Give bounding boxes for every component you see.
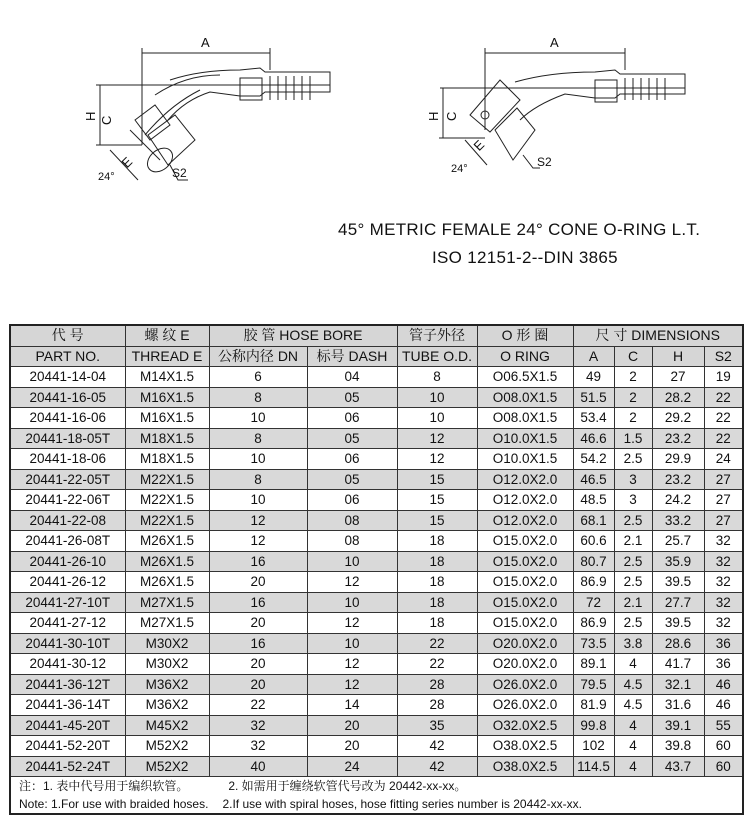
cell-dash: 08 bbox=[307, 531, 397, 552]
cell-dim-h: 27 bbox=[652, 367, 704, 388]
note-row-english bbox=[10, 795, 743, 814]
cell-dim-c: 3.8 bbox=[614, 633, 652, 654]
cell-tube-od: 8 bbox=[397, 367, 477, 388]
cell-tube-od: 18 bbox=[397, 551, 477, 572]
cell-dim-c: 2.5 bbox=[614, 613, 652, 634]
cell-dash: 12 bbox=[307, 674, 397, 695]
cell-dim-a: 54.2 bbox=[573, 449, 614, 470]
cell-dim-h: 25.7 bbox=[652, 531, 704, 552]
cell-dim-a: 68.1 bbox=[573, 510, 614, 531]
cell-dim-h: 32.1 bbox=[652, 674, 704, 695]
cell-o-ring: O15.0X2.0 bbox=[477, 613, 573, 634]
header-dn: 公称内径 DN bbox=[209, 346, 307, 367]
cell-part-no: 20441-16-05 bbox=[10, 387, 125, 408]
cell-dim-c: 4 bbox=[614, 736, 652, 757]
cell-thread: M27X1.5 bbox=[125, 613, 209, 634]
cell-o-ring: O08.0X1.5 bbox=[477, 408, 573, 429]
cell-dim-s2: 27 bbox=[704, 510, 743, 531]
cell-dn: 20 bbox=[209, 572, 307, 593]
header-row-top bbox=[10, 325, 743, 346]
cell-tube-od: 15 bbox=[397, 469, 477, 490]
cell-thread: M30X2 bbox=[125, 633, 209, 654]
cell-thread: M30X2 bbox=[125, 654, 209, 675]
cell-dash: 14 bbox=[307, 695, 397, 716]
cell-dim-c: 4 bbox=[614, 654, 652, 675]
cell-dim-h: 41.7 bbox=[652, 654, 704, 675]
cell-tube-od: 22 bbox=[397, 633, 477, 654]
cell-dim-h: 33.2 bbox=[652, 510, 704, 531]
cell-dim-s2: 32 bbox=[704, 551, 743, 572]
cell-dash: 20 bbox=[307, 715, 397, 736]
cell-dash: 12 bbox=[307, 654, 397, 675]
cell-thread: M14X1.5 bbox=[125, 367, 209, 388]
cell-dim-s2: 32 bbox=[704, 613, 743, 634]
table-row bbox=[10, 613, 743, 634]
cell-dim-c: 2 bbox=[614, 367, 652, 388]
cell-dn: 8 bbox=[209, 469, 307, 490]
cell-thread: M52X2 bbox=[125, 756, 209, 777]
cell-dim-h: 29.2 bbox=[652, 408, 704, 429]
header-hose-bore: 胶 管 HOSE BORE bbox=[209, 325, 397, 346]
cell-dn: 16 bbox=[209, 592, 307, 613]
cell-dim-a: 73.5 bbox=[573, 633, 614, 654]
dimension-label-s2-right: S2 bbox=[537, 155, 552, 169]
cell-dim-h: 39.5 bbox=[652, 613, 704, 634]
table-row bbox=[10, 531, 743, 552]
cell-dim-h: 23.2 bbox=[652, 469, 704, 490]
cell-dash: 10 bbox=[307, 551, 397, 572]
dimension-label-a-right: A bbox=[550, 35, 559, 50]
cell-o-ring: O08.0X1.5 bbox=[477, 387, 573, 408]
cell-part-no: 20441-22-06T bbox=[10, 490, 125, 511]
cell-tube-od: 35 bbox=[397, 715, 477, 736]
cell-dim-h: 31.6 bbox=[652, 695, 704, 716]
cell-dim-s2: 27 bbox=[704, 490, 743, 511]
cell-thread: M22X1.5 bbox=[125, 469, 209, 490]
cell-dim-a: 46.5 bbox=[573, 469, 614, 490]
dimension-label-h: H bbox=[83, 111, 98, 121]
cell-dim-h: 39.1 bbox=[652, 715, 704, 736]
cell-dn: 10 bbox=[209, 408, 307, 429]
cell-o-ring: O26.0X2.0 bbox=[477, 695, 573, 716]
cell-dash: 05 bbox=[307, 428, 397, 449]
cell-dim-h: 23.2 bbox=[652, 428, 704, 449]
product-title: 45° METRIC FEMALE 24° CONE O-RING L.T. bbox=[338, 220, 701, 239]
cell-dn: 16 bbox=[209, 633, 307, 654]
cell-part-no: 20441-52-24T bbox=[10, 756, 125, 777]
cell-tube-od: 10 bbox=[397, 408, 477, 429]
cell-tube-od: 15 bbox=[397, 490, 477, 511]
table-row bbox=[10, 449, 743, 470]
cell-thread: M18X1.5 bbox=[125, 428, 209, 449]
cell-tube-od: 18 bbox=[397, 592, 477, 613]
cell-dim-a: 114.5 bbox=[573, 756, 614, 777]
cell-dim-c: 4.5 bbox=[614, 695, 652, 716]
cell-o-ring: O26.0X2.0 bbox=[477, 674, 573, 695]
cell-dn: 12 bbox=[209, 531, 307, 552]
cell-dim-s2: 22 bbox=[704, 387, 743, 408]
cell-o-ring: O10.0X1.5 bbox=[477, 428, 573, 449]
table-row bbox=[10, 469, 743, 490]
header-c: C bbox=[614, 346, 652, 367]
cell-dim-a: 48.5 bbox=[573, 490, 614, 511]
cell-part-no: 20441-36-14T bbox=[10, 695, 125, 716]
cell-tube-od: 28 bbox=[397, 674, 477, 695]
cell-dim-c: 2.5 bbox=[614, 551, 652, 572]
cell-tube-od: 12 bbox=[397, 449, 477, 470]
header-dimensions: 尺 寸 DIMENSIONS bbox=[573, 325, 743, 346]
dimension-label-s2: S2 bbox=[172, 166, 187, 180]
cell-dash: 05 bbox=[307, 387, 397, 408]
cell-dim-h: 39.5 bbox=[652, 572, 704, 593]
cell-o-ring: O32.0X2.5 bbox=[477, 715, 573, 736]
cell-part-no: 20441-22-08 bbox=[10, 510, 125, 531]
cell-thread: M22X1.5 bbox=[125, 510, 209, 531]
cell-thread: M27X1.5 bbox=[125, 592, 209, 613]
cell-dim-a: 102 bbox=[573, 736, 614, 757]
cell-tube-od: 18 bbox=[397, 572, 477, 593]
table-row bbox=[10, 572, 743, 593]
table-row bbox=[10, 387, 743, 408]
cell-tube-od: 18 bbox=[397, 613, 477, 634]
cell-dim-s2: 24 bbox=[704, 449, 743, 470]
cell-tube-od: 22 bbox=[397, 654, 477, 675]
cell-o-ring: O38.0X2.5 bbox=[477, 756, 573, 777]
cell-part-no: 20441-18-06 bbox=[10, 449, 125, 470]
cell-dash: 06 bbox=[307, 408, 397, 429]
cell-dim-h: 35.9 bbox=[652, 551, 704, 572]
table-row bbox=[10, 551, 743, 572]
dimension-label-c: C bbox=[99, 115, 114, 125]
cell-dn: 32 bbox=[209, 736, 307, 757]
cell-dim-a: 81.9 bbox=[573, 695, 614, 716]
cell-dash: 12 bbox=[307, 572, 397, 593]
cell-thread: M26X1.5 bbox=[125, 531, 209, 552]
cell-dim-a: 80.7 bbox=[573, 551, 614, 572]
cell-o-ring: O38.0X2.5 bbox=[477, 736, 573, 757]
cell-dash: 10 bbox=[307, 592, 397, 613]
cell-dim-s2: 22 bbox=[704, 408, 743, 429]
cell-part-no: 20441-45-20T bbox=[10, 715, 125, 736]
cell-dim-s2: 60 bbox=[704, 756, 743, 777]
cell-dn: 20 bbox=[209, 674, 307, 695]
angle-label-right: 24° bbox=[451, 163, 468, 175]
cell-dash: 24 bbox=[307, 756, 397, 777]
cell-dim-h: 27.7 bbox=[652, 592, 704, 613]
table-row bbox=[10, 756, 743, 777]
note-en-2: 2.If use with spiral hoses, hose fitting series number is 20442-xx-xx. bbox=[222, 797, 582, 811]
header-dash: 标号 DASH bbox=[307, 346, 397, 367]
cell-dash: 06 bbox=[307, 490, 397, 511]
cell-dash: 06 bbox=[307, 449, 397, 470]
cell-dim-c: 2.1 bbox=[614, 531, 652, 552]
header-tube: TUBE O.D. bbox=[397, 346, 477, 367]
cell-dn: 32 bbox=[209, 715, 307, 736]
cell-o-ring: O12.0X2.0 bbox=[477, 510, 573, 531]
table-row bbox=[10, 510, 743, 531]
cell-dim-h: 29.9 bbox=[652, 449, 704, 470]
cell-dim-s2: 32 bbox=[704, 572, 743, 593]
cell-tube-od: 12 bbox=[397, 428, 477, 449]
cell-dim-s2: 46 bbox=[704, 695, 743, 716]
cell-o-ring: O15.0X2.0 bbox=[477, 551, 573, 572]
cell-dim-s2: 36 bbox=[704, 654, 743, 675]
cell-dash: 04 bbox=[307, 367, 397, 388]
cell-o-ring: O15.0X2.0 bbox=[477, 572, 573, 593]
note-row-chinese bbox=[10, 777, 743, 796]
cell-dim-a: 79.5 bbox=[573, 674, 614, 695]
cell-dash: 12 bbox=[307, 613, 397, 634]
cell-o-ring: O15.0X2.0 bbox=[477, 592, 573, 613]
cell-thread: M36X2 bbox=[125, 695, 209, 716]
standard-title: ISO 12151-2--DIN 3865 bbox=[432, 248, 618, 267]
cell-dim-s2: 22 bbox=[704, 428, 743, 449]
cell-part-no: 20441-22-05T bbox=[10, 469, 125, 490]
header-oring-cn: O 形 圈 bbox=[477, 325, 573, 346]
cell-thread: M22X1.5 bbox=[125, 490, 209, 511]
cell-dash: 08 bbox=[307, 510, 397, 531]
header-oring: O RING bbox=[477, 346, 573, 367]
cell-dim-c: 4 bbox=[614, 715, 652, 736]
angle-label: 24° bbox=[98, 171, 115, 183]
cell-dim-a: 51.5 bbox=[573, 387, 614, 408]
cell-dim-c: 4 bbox=[614, 756, 652, 777]
dimension-label-e-right: E bbox=[470, 137, 488, 154]
table-row bbox=[10, 633, 743, 654]
cell-dn: 12 bbox=[209, 510, 307, 531]
cell-part-no: 20441-26-08T bbox=[10, 531, 125, 552]
cell-dim-h: 39.8 bbox=[652, 736, 704, 757]
cell-tube-od: 10 bbox=[397, 387, 477, 408]
cell-dn: 10 bbox=[209, 449, 307, 470]
table-row bbox=[10, 428, 743, 449]
table-row bbox=[10, 592, 743, 613]
cell-dim-c: 3 bbox=[614, 490, 652, 511]
table-row bbox=[10, 408, 743, 429]
cell-dn: 16 bbox=[209, 551, 307, 572]
note-en-1: Note: 1.For use with braided hoses. bbox=[19, 797, 209, 811]
table-row bbox=[10, 736, 743, 757]
cell-o-ring: O12.0X2.0 bbox=[477, 469, 573, 490]
cell-dim-c: 2.1 bbox=[614, 592, 652, 613]
cell-dim-s2: 32 bbox=[704, 592, 743, 613]
cell-dn: 6 bbox=[209, 367, 307, 388]
note-cn-2: 2. 如需用于缠绕软管代号改为 20442-xx-xx。 bbox=[228, 779, 467, 793]
cell-o-ring: O10.0X1.5 bbox=[477, 449, 573, 470]
cell-dim-a: 86.9 bbox=[573, 572, 614, 593]
cell-dn: 22 bbox=[209, 695, 307, 716]
cell-o-ring: O15.0X2.0 bbox=[477, 531, 573, 552]
cell-dim-a: 60.6 bbox=[573, 531, 614, 552]
cell-dn: 8 bbox=[209, 428, 307, 449]
cell-dim-c: 4.5 bbox=[614, 674, 652, 695]
table-row bbox=[10, 654, 743, 675]
cell-part-no: 20441-27-12 bbox=[10, 613, 125, 634]
specification-table bbox=[9, 324, 744, 815]
cell-dash: 05 bbox=[307, 469, 397, 490]
cell-dim-a: 46.6 bbox=[573, 428, 614, 449]
cell-dim-s2: 27 bbox=[704, 469, 743, 490]
cell-part-no: 20441-27-10T bbox=[10, 592, 125, 613]
cell-thread: M52X2 bbox=[125, 736, 209, 757]
dimension-label-a: A bbox=[201, 35, 210, 50]
cell-dim-s2: 36 bbox=[704, 633, 743, 654]
cell-part-no: 20441-16-06 bbox=[10, 408, 125, 429]
cell-dash: 20 bbox=[307, 736, 397, 757]
cell-dim-a: 89.1 bbox=[573, 654, 614, 675]
cell-o-ring: O20.0X2.0 bbox=[477, 654, 573, 675]
cell-tube-od: 42 bbox=[397, 756, 477, 777]
cell-dim-c: 2 bbox=[614, 387, 652, 408]
cell-dn: 20 bbox=[209, 654, 307, 675]
cell-tube-od: 28 bbox=[397, 695, 477, 716]
cell-tube-od: 18 bbox=[397, 531, 477, 552]
cell-thread: M26X1.5 bbox=[125, 551, 209, 572]
cell-dim-a: 99.8 bbox=[573, 715, 614, 736]
cell-part-no: 20441-52-20T bbox=[10, 736, 125, 757]
header-part-cn: 代 号 bbox=[10, 325, 125, 346]
cell-part-no: 20441-30-10T bbox=[10, 633, 125, 654]
cell-dim-a: 86.9 bbox=[573, 613, 614, 634]
table-row bbox=[10, 674, 743, 695]
cell-dn: 20 bbox=[209, 613, 307, 634]
dimension-label-c-right: C bbox=[444, 111, 459, 121]
fitting-drawing-left bbox=[60, 20, 340, 200]
cell-dim-c: 1.5 bbox=[614, 428, 652, 449]
header-h: H bbox=[652, 346, 704, 367]
table-row bbox=[10, 695, 743, 716]
header-s2: S2 bbox=[704, 346, 743, 367]
dimension-label-e: E bbox=[118, 154, 136, 171]
cell-dim-h: 28.6 bbox=[652, 633, 704, 654]
cell-part-no: 20441-26-10 bbox=[10, 551, 125, 572]
header-tube-cn: 管子外径 bbox=[397, 325, 477, 346]
cell-dim-s2: 19 bbox=[704, 367, 743, 388]
cell-dash: 10 bbox=[307, 633, 397, 654]
table-row bbox=[10, 367, 743, 388]
cell-thread: M26X1.5 bbox=[125, 572, 209, 593]
cell-o-ring: O20.0X2.0 bbox=[477, 633, 573, 654]
cell-part-no: 20441-18-05T bbox=[10, 428, 125, 449]
cell-part-no: 20441-30-12 bbox=[10, 654, 125, 675]
header-row-bottom bbox=[10, 346, 743, 367]
cell-dim-h: 28.2 bbox=[652, 387, 704, 408]
cell-tube-od: 15 bbox=[397, 510, 477, 531]
fitting-drawing-right bbox=[425, 20, 705, 190]
cell-dim-s2: 46 bbox=[704, 674, 743, 695]
note-cn-1: 注：1. 表中代号用于编织软管。 bbox=[19, 779, 189, 793]
cell-part-no: 20441-26-12 bbox=[10, 572, 125, 593]
cell-dn: 10 bbox=[209, 490, 307, 511]
cell-dim-a: 53.4 bbox=[573, 408, 614, 429]
header-thread: THREAD E bbox=[125, 346, 209, 367]
header-thread-cn: 螺 纹 E bbox=[125, 325, 209, 346]
cell-tube-od: 42 bbox=[397, 736, 477, 757]
cell-o-ring: O06.5X1.5 bbox=[477, 367, 573, 388]
cell-o-ring: O12.0X2.0 bbox=[477, 490, 573, 511]
cell-dim-c: 2.5 bbox=[614, 510, 652, 531]
cell-dim-s2: 60 bbox=[704, 736, 743, 757]
cell-thread: M16X1.5 bbox=[125, 408, 209, 429]
cell-dim-s2: 32 bbox=[704, 531, 743, 552]
cell-dim-c: 2 bbox=[614, 408, 652, 429]
header-a: A bbox=[573, 346, 614, 367]
table-row bbox=[10, 715, 743, 736]
cell-dim-a: 72 bbox=[573, 592, 614, 613]
cell-dim-c: 3 bbox=[614, 469, 652, 490]
cell-part-no: 20441-36-12T bbox=[10, 674, 125, 695]
cell-part-no: 20441-14-04 bbox=[10, 367, 125, 388]
cell-thread: M18X1.5 bbox=[125, 449, 209, 470]
cell-dn: 40 bbox=[209, 756, 307, 777]
cell-dim-c: 2.5 bbox=[614, 449, 652, 470]
cell-dim-c: 2.5 bbox=[614, 572, 652, 593]
cell-dn: 8 bbox=[209, 387, 307, 408]
cell-dim-s2: 55 bbox=[704, 715, 743, 736]
cell-thread: M16X1.5 bbox=[125, 387, 209, 408]
cell-dim-h: 43.7 bbox=[652, 756, 704, 777]
cell-thread: M36X2 bbox=[125, 674, 209, 695]
dimension-label-h-right: H bbox=[426, 111, 441, 121]
header-part: PART NO. bbox=[10, 346, 125, 367]
cell-dim-h: 24.2 bbox=[652, 490, 704, 511]
cell-thread: M45X2 bbox=[125, 715, 209, 736]
table-row bbox=[10, 490, 743, 511]
cell-dim-a: 49 bbox=[573, 367, 614, 388]
